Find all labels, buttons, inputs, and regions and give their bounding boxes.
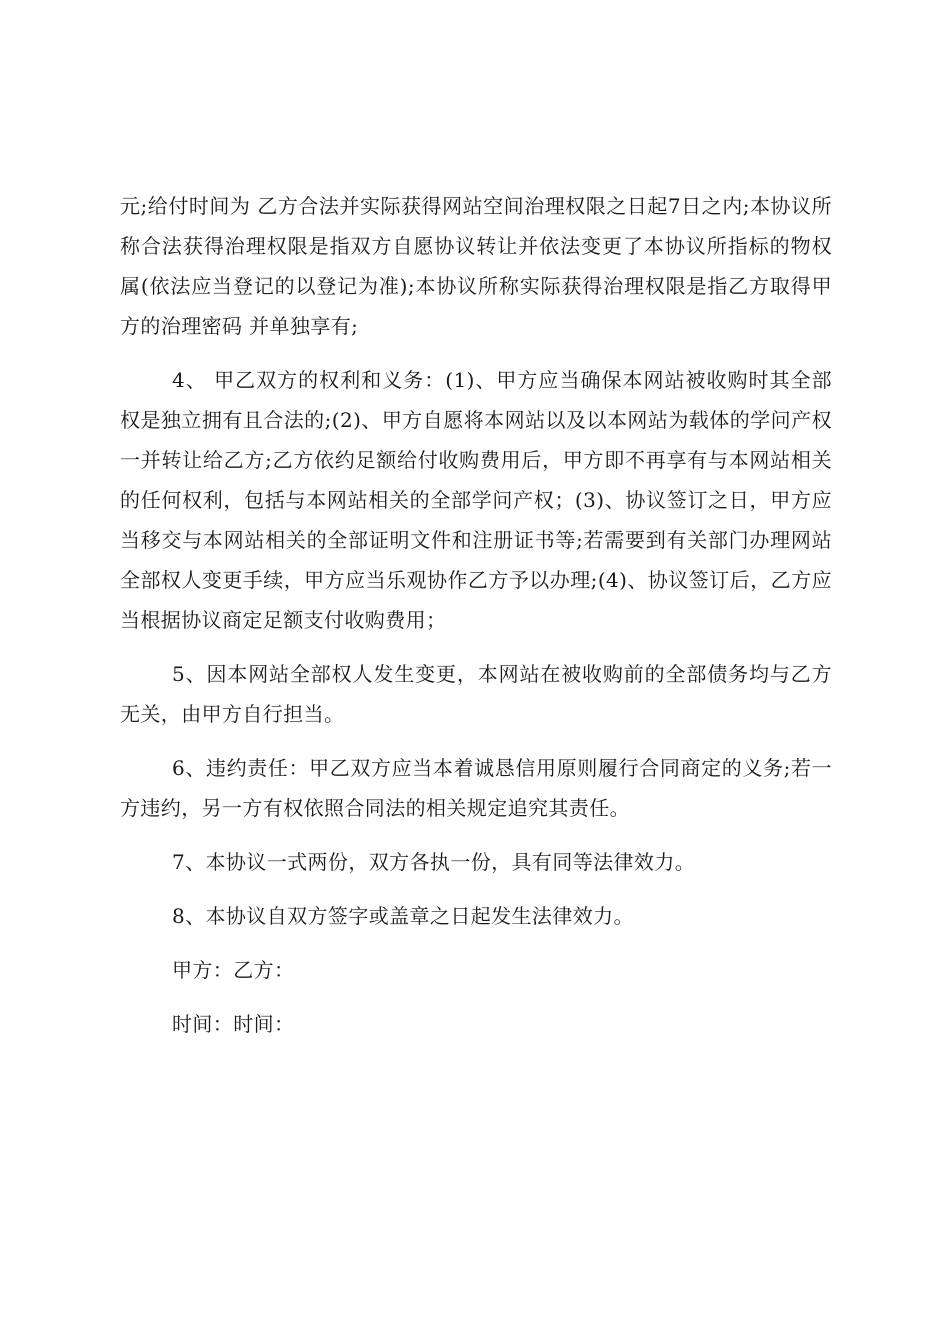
paragraph-effectiveness: 8、本协议自双方签字或盖章之日起发生法律效力。 bbox=[172, 904, 634, 928]
paragraph-copies: 7、本协议一式两份，双方各执一份，具有同等法律效力。 bbox=[172, 850, 696, 874]
paragraph-rights-obligations: 4、 甲乙双方的权利和义务：(1)、甲方应当确保本网站被收购时其全部权是独立拥有且合法的;(2)、甲方自愿将本网站以及以本网站为载体的学问产权一并转让给乙方;乙方依约足额给付收购费用后，甲方即不再享有与本网站相关的任何权利，包括与本网站相关的全部学问产权；(3)、协议签订之日，甲方应当移交与本网站相关的全部证明文件和注册证书等;若需要到有关部门办理网站全部权人变更手续，甲方应当乐观协作乙方予以办理;(4)、协议签订后，乙方应当根据协议商定足额支付收购费用； bbox=[120, 368, 832, 632]
document-body bbox=[120, 186, 832, 1058]
signature-parties-line: 甲方：乙方： bbox=[172, 958, 295, 982]
paragraph-payment-terms: 元;给付时间为 乙方合法并实际获得网站空间治理权限之日起7日之内;本协议所称合法获得治理权限是指双方自愿协议转让并依法变更了本协议所指标的物权属(依法应当登记的以登记为准);本协议所称实际获得治理权限是指乙方取得甲方的治理密码 并单独享有; bbox=[120, 194, 832, 338]
signature-date-line: 时间：时间： bbox=[172, 1012, 295, 1036]
paragraph-debts: 5、因本网站全部权人发生变更，本网站在被收购前的全部债务均与乙方无关，由甲方自行担当。 bbox=[120, 662, 832, 726]
paragraph-breach-liability: 6、违约责任：甲乙双方应当本着诚恳信用原则履行合同商定的义务;若一方违约，另一方有权依照合同法的相关规定追究其责任。 bbox=[120, 756, 832, 820]
